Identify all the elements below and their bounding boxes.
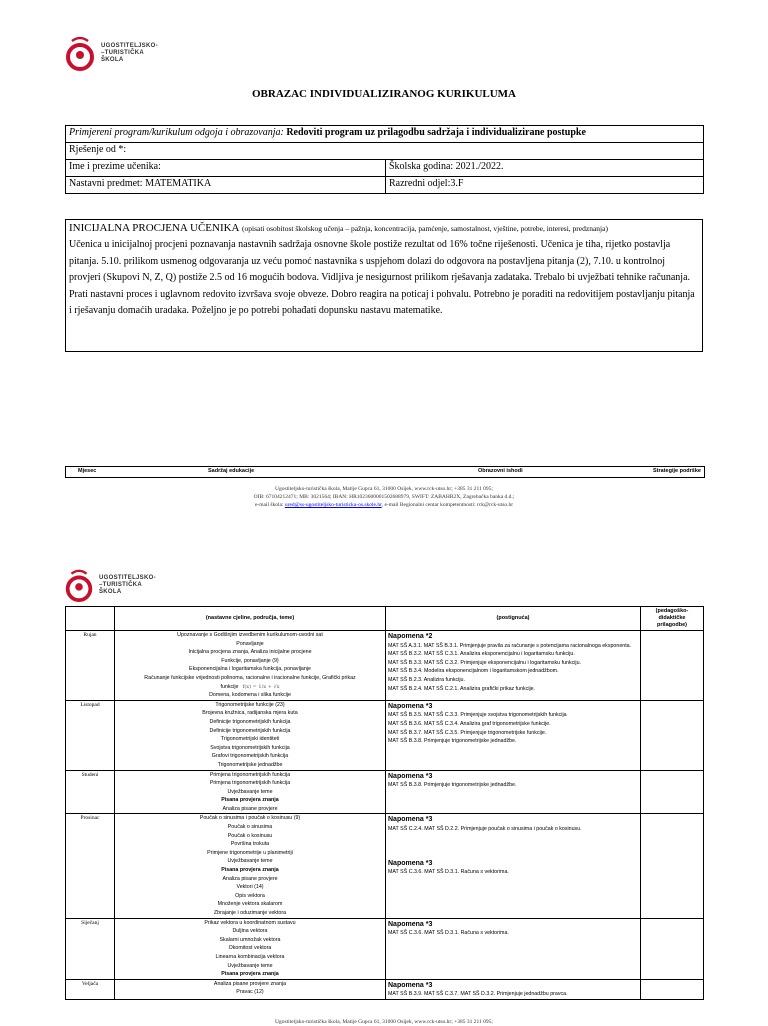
content-item: Eksponencijalna i logaritamska funkcija, ponavljanje (189, 666, 311, 673)
note-label: Napomena *3 (388, 920, 433, 928)
note-label: Napomena *3 (388, 702, 433, 710)
content-item: Svojstva trigonometrijskih funkcija (210, 744, 290, 751)
content-item: Analiza pisane provjere (222, 875, 278, 882)
content-item: Pisana provjera znanja (221, 867, 279, 874)
outcomes-cell (386, 979, 641, 999)
content-item: Zbrajanje i oduzimanje vektora (213, 910, 287, 916)
content-item: Okomitost vektora (228, 945, 272, 952)
content-cell (115, 631, 386, 701)
col-outcomes-header: Obrazovni ishodi (478, 468, 523, 474)
school-email-link[interactable]: ured@ss-ugostiteljsko-turisticka-os.skole.hr (284, 502, 382, 508)
content-item: Primjene trigonometrije u planimetriji (207, 849, 293, 856)
outcome-item: MAT SŠ B.3.4. Modelira eksponencijalnom i logaritamskom jednadžbom. (388, 668, 559, 675)
strategies-cell (641, 979, 704, 999)
class-field: Razredni odjel:3.F (386, 177, 704, 194)
content-item: Primjena trigonometrijskih funkcija (209, 780, 291, 787)
outcome-item: MAT SŠ B.3.2. MAT SŠ C.3.1. Analizira eksponencijalnu i logaritamsku funkciju. (388, 651, 575, 658)
outcome-item: MAT SŠ B.3.8. Primjenjuje trigonometrijske jednadžbe. (388, 782, 517, 789)
school-logo (62, 33, 158, 73)
footer-line: Ugostiteljsko-turistička škola, Matije Gupca 61, 31000 Osijek, www.rck-utso.hr; +385 31 211 095; (275, 486, 493, 492)
content-item: Analiza pisane provjere znanja (213, 980, 287, 987)
content-item: Pisana provjera znanja (221, 797, 279, 804)
footer-line: Ugostiteljsko-turistička škola, Matije Gupca 61, 31000 Osijek, www.rck-utso.hr; +385 31 211 095; (275, 1019, 493, 1025)
note-label: Napomena *2 (388, 633, 433, 640)
table-row (66, 631, 704, 701)
content-cell (115, 979, 386, 999)
outcome-item: MAT SŠ B.3.9. MAT SŠ C.3.7. MAT SŠ D.3.2. Primjenjuje jednadžbu pravca. (388, 991, 568, 998)
outcome-item: MAT SŠ B.3.7. MAT SŠ C.3.5. Primjenjuje trigonometrijske funkcije. (388, 729, 547, 736)
content-cell (115, 814, 386, 918)
curriculum-header-row (65, 466, 705, 478)
content-item: Pravac (12) (236, 989, 264, 996)
outcome-item: MAT SŠ B.3.5. MAT SŠ C.3.3. Primjenjuje svojstva trigonometrijskih funkcija (388, 712, 567, 719)
outcome-item: MAT SŠ B.3.8. Primjenjuje trigonometrijske jednadžbe. (388, 738, 517, 745)
content-item: Uvježbavanje teme (227, 788, 273, 795)
school-logo-icon (62, 566, 96, 604)
table-head-outcomes: (postignuća) (386, 607, 641, 631)
month-cell: Studeni (66, 770, 115, 814)
logo-line: –TURISTIČKA (99, 581, 142, 588)
outcomes-cell (386, 770, 641, 814)
content-item: Domena, kodomena i slika funkcije (209, 692, 291, 699)
content-item: funkcije (220, 683, 239, 690)
strategies-cell (641, 631, 704, 701)
page-title: OBRAZAC INDIVIDUALIZIRANOG KURIKULUMA (251, 88, 517, 100)
assessment-body: Učenica u inicijalnoj procjeni poznavanja nastavnih sadržaja osnovne škole postiže rezultat od 16% točne riješenosti. Učenica je tiha, rijetko postavlja pitanja. 5.10. prilikom usmenog odgovaranja uz veću pomoć nastavnika s uspjehom dolazi do odgovora na postavljena pitanja (2), 7.10. u kontrolnoj provjeri (Skupovi N, Z, Q) postiže 2.5 od 16 mogućih bodova. Vidljiva je nesigurnost prilikom rješavanja zadataka. Trebalo bi uvježbati tehnike računanja. Prati nastavni proces i uglavnom redovito izvršava svoje obveze. Dobro reagira na poticaj i pohvalu. Potrebno je poraditi na redovitijem postavljanju pitanja i rješavanju domaćih uradaka. Poželjno je po potrebi pohađati dopunsku nastavu matematike. (69, 239, 695, 317)
table-row (66, 814, 704, 918)
content-item: Linearna kombinacija vektora (215, 953, 285, 960)
page-footer-2 (0, 1018, 768, 1026)
curriculum-rows (66, 631, 704, 1000)
note-label: Napomena *3 (388, 772, 433, 780)
logo-line: UGOSTITELJSKO- (101, 42, 158, 49)
col-content-header: Sadržaj edukacije (208, 468, 255, 474)
table-head-month (66, 607, 115, 631)
content-item: Trigonometrijski identiteti (220, 736, 280, 743)
content-item-with-formula (117, 683, 383, 692)
content-item: Definicije trigonometrijskih funkcija (209, 727, 291, 734)
content-item: Inicijalna procjena znanja, Analiza inicijalne procjene (188, 649, 312, 656)
content-item: Računanje funkcijske vrijednosti polinoma, racionalne i iracionalne funkcije, Grafički prikaz (144, 674, 356, 681)
table-row (66, 770, 704, 814)
note-label: Napomena *3 (388, 859, 433, 867)
footer-line: OIB: 67104212471; MB: 3021564; IBAN: HR1023600001502688979, SWIFT: ZABAHR2X, Zagrebačka banka d.d.; (253, 494, 515, 500)
student-name-field: Ime i prezime učenika: (66, 160, 386, 177)
table-row (66, 979, 704, 999)
content-item: Poučak o kosinusu (227, 832, 273, 839)
table-head-strategies: (pedagoško-didaktičke prilagodbe) (641, 607, 704, 631)
outcome-item: MAT SŠ C.3.6. MAT SŠ D.3.1. Računa s vektorima. (388, 869, 509, 876)
content-item: Opis vektora (235, 892, 265, 899)
col-strategies-header: Strategije podrške (653, 468, 701, 474)
footer-email-suffix: , e-mail Regionalni centar kompetentnosti: rck@rck-utso.hr (381, 502, 514, 508)
formula: f(x) = 1/x + √x (242, 683, 280, 690)
content-item: Uvježbavanje teme (227, 962, 273, 969)
outcomes-cell (386, 631, 641, 701)
note-label: Napomena *3 (388, 816, 433, 824)
content-item: Trigonometrijske funkcije (23) (215, 701, 285, 708)
student-info-table (65, 125, 704, 194)
month-cell: Prosinac (66, 814, 115, 918)
content-item: Površina trokuta (230, 841, 270, 848)
content-item: Pisana provjera znanja (221, 971, 279, 978)
content-item: Analiza pisane provjere (222, 805, 278, 812)
content-item: Prikaz vektora u koordinatnom sustavu (204, 919, 296, 926)
logo-line: ŠKOLA (99, 588, 122, 595)
content-item: Skalarni umnožak vektora (219, 936, 281, 943)
program-value: Redoviti program uz prilagodbu sadržaja i individualizirane postupke (286, 127, 586, 138)
strategies-cell (641, 814, 704, 918)
strategies-cell (641, 700, 704, 770)
page-footer (0, 485, 768, 509)
outcome-item: MAT SŠ C.3.6. MAT SŠ D.3.1. Računa s vektorima. (388, 930, 509, 937)
subject-field: Nastavni predmet: MATEMATIKA (66, 177, 386, 194)
school-logo-icon (62, 33, 98, 73)
assessment-subheading: (opisati osobitost školskog učenja – pažnja, koncentracija, pamćenje, samostalnost, vještine, potrebe, interesi, predznanja) (242, 224, 608, 233)
footer-email-label: e-mail škola: (254, 502, 284, 508)
content-item: Uvježbavanje teme (227, 858, 273, 865)
content-item: Poučak o sinusima i poučak o kosinusu (9) (199, 815, 301, 822)
outcomes-cell (386, 918, 641, 979)
content-item: Poučak o sinusima (227, 824, 273, 831)
school-year-field: Školska godina: 2021./2022. (386, 160, 704, 177)
month-cell: Listopad (66, 700, 115, 770)
content-item: Funkcije, ponavljanje (9) (221, 657, 279, 664)
month-cell: Siječanj (66, 918, 115, 979)
content-item: Grafovi trigonometrijskih funkcija (211, 753, 289, 760)
table-head-content: (nastavne cjeline, područja, teme) (115, 607, 386, 631)
content-item: Vektori (14) (236, 884, 264, 891)
content-item: Množenje vektora skalarom (217, 901, 283, 908)
outcome-item: MAT SŠ B.2.4. MAT SŠ C.2.1. Analizira grafički prikaz funkcije. (388, 685, 536, 692)
strategies-cell (641, 918, 704, 979)
outcome-item: MAT SŠ B.3.3. MAT SŠ C.3.2. Primjenjuje eksponencijalnu i logaritamsku funkciju. (388, 659, 582, 666)
content-item: Definicije trigonometrijskih funkcija (209, 718, 291, 725)
note-label: Napomena *3 (388, 981, 433, 989)
outcome-item: MAT SŠ A.3.1. MAT SŠ B.3.1. Primjenjuje pravila za računanje s potencijama racionalnoga eksponenta. (388, 642, 632, 649)
logo-line: –TURISTIČKA (101, 49, 144, 56)
month-cell: Veljača (66, 979, 115, 999)
col-month-header: Mjesec (78, 468, 97, 474)
content-cell (115, 700, 386, 770)
program-label: Primjereni program/kurikulum odgoja i obrazovanja: (69, 127, 284, 138)
school-logo-page2 (62, 566, 156, 604)
outcome-item: MAT SŠ B.2.3. Analizira funkciju. (388, 676, 465, 683)
content-item: Duljina vektora (232, 928, 268, 935)
content-item: Ponavljanje (236, 640, 264, 647)
content-item: Brojevna kružnica, radijanska mjera kuta (202, 710, 298, 717)
month-cell: Rujan (66, 631, 115, 701)
outcomes-cell (386, 700, 641, 770)
logo-line: ŠKOLA (101, 56, 124, 63)
curriculum-table (65, 606, 704, 1000)
rjesenje-field: Rješenje od *: (66, 143, 704, 160)
initial-assessment (65, 219, 703, 352)
outcome-item: MAT SŠ B.3.6. MAT SŠ C.3.4. Analizira graf trigonometrijske funkcije. (388, 720, 551, 727)
logo-line: UGOSTITELJSKO- (99, 574, 156, 581)
outcomes-cell (386, 814, 641, 918)
table-row (66, 700, 704, 770)
content-item: Trigonometrijske jednadžbe (217, 761, 283, 768)
content-cell (115, 770, 386, 814)
strategies-cell (641, 770, 704, 814)
content-cell (115, 918, 386, 979)
content-item: Primjena trigonometrijskih funkcija (209, 771, 291, 778)
assessment-heading: INICIJALNA PROCJENA UČENIKA (69, 222, 240, 234)
outcome-item: MAT SŠ C.2.4. MAT SŠ D.2.2. Primjenjuje poučak o sinusima i poučak o kosinusu. (388, 826, 582, 833)
content-item: Upoznavanje s Godišnjim izvedbenim kurikulumom-uvodni sat (177, 632, 323, 638)
table-row (66, 918, 704, 979)
program-cell (66, 126, 704, 143)
